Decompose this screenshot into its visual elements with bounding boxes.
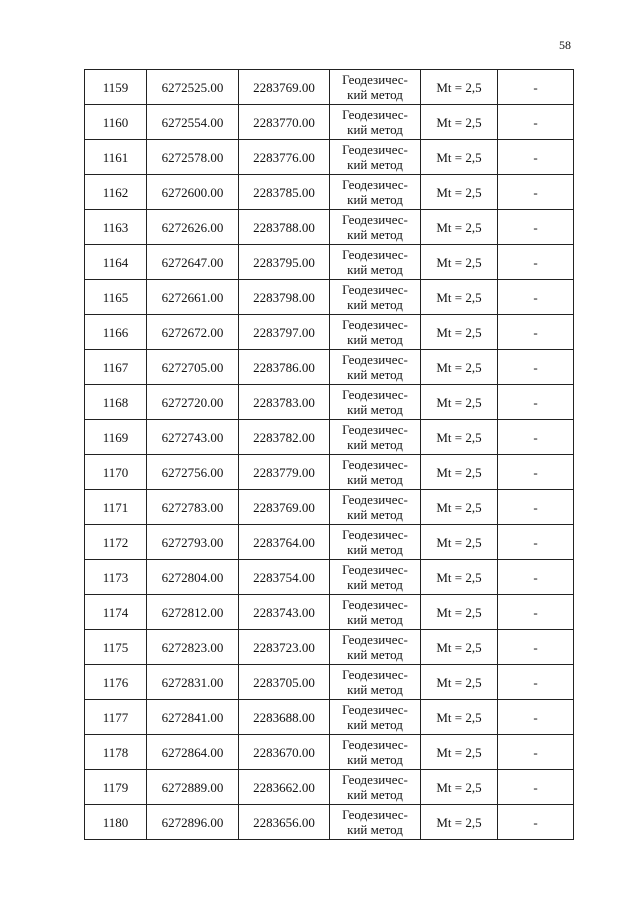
table-row: [85, 700, 574, 735]
method-cell: [330, 525, 421, 560]
note-cell: -: [498, 630, 574, 665]
method-text-line: Геодезичес-: [342, 492, 408, 507]
note-cell: -: [498, 805, 574, 840]
method-text-line: Геодезичес-: [342, 772, 408, 787]
method-cell: [330, 280, 421, 315]
method-text-line: Геодезичес-: [342, 807, 408, 822]
note-cell: -: [498, 455, 574, 490]
note-cell: -: [498, 70, 574, 105]
point-number-cell: 1160: [85, 105, 147, 140]
point-number-cell: 1178: [85, 735, 147, 770]
x-coordinate-cell: 6272626.00: [147, 210, 239, 245]
table-row: [85, 560, 574, 595]
accuracy-cell: Mt = 2,5: [421, 210, 498, 245]
method-cell: [330, 140, 421, 175]
y-coordinate-cell: 2283788.00: [239, 210, 330, 245]
method-text-line: кий метод: [347, 577, 403, 592]
method-text-line: кий метод: [347, 437, 403, 452]
method-text-line: Геодезичес-: [342, 562, 408, 577]
x-coordinate-cell: 6272525.00: [147, 70, 239, 105]
accuracy-cell: Mt = 2,5: [421, 315, 498, 350]
point-number-cell: 1163: [85, 210, 147, 245]
method-cell: [330, 70, 421, 105]
note-cell: -: [498, 560, 574, 595]
method-text-line: кий метод: [347, 122, 403, 137]
x-coordinate-cell: 6272823.00: [147, 630, 239, 665]
y-coordinate-cell: 2283782.00: [239, 420, 330, 455]
y-coordinate-cell: 2283743.00: [239, 595, 330, 630]
method-cell: [330, 735, 421, 770]
table-row: [85, 455, 574, 490]
point-number-cell: 1169: [85, 420, 147, 455]
method-text-line: кий метод: [347, 227, 403, 242]
point-number-cell: 1167: [85, 350, 147, 385]
table-row: [85, 280, 574, 315]
method-text-line: Геодезичес-: [342, 212, 408, 227]
accuracy-cell: Mt = 2,5: [421, 385, 498, 420]
note-cell: -: [498, 770, 574, 805]
x-coordinate-cell: 6272600.00: [147, 175, 239, 210]
accuracy-cell: Mt = 2,5: [421, 805, 498, 840]
note-cell: -: [498, 525, 574, 560]
table-row: [85, 105, 574, 140]
method-cell: [330, 630, 421, 665]
note-cell: -: [498, 700, 574, 735]
accuracy-cell: Mt = 2,5: [421, 350, 498, 385]
method-text-line: кий метод: [347, 647, 403, 662]
method-text-line: кий метод: [347, 192, 403, 207]
method-cell: [330, 315, 421, 350]
note-cell: -: [498, 350, 574, 385]
x-coordinate-cell: 6272705.00: [147, 350, 239, 385]
x-coordinate-cell: 6272831.00: [147, 665, 239, 700]
note-cell: -: [498, 665, 574, 700]
method-cell: [330, 455, 421, 490]
x-coordinate-cell: 6272743.00: [147, 420, 239, 455]
point-number-cell: 1161: [85, 140, 147, 175]
y-coordinate-cell: 2283769.00: [239, 490, 330, 525]
accuracy-cell: Mt = 2,5: [421, 70, 498, 105]
coordinates-table-body: [85, 70, 574, 840]
y-coordinate-cell: 2283705.00: [239, 665, 330, 700]
point-number-cell: 1162: [85, 175, 147, 210]
table-row: [85, 315, 574, 350]
point-number-cell: 1180: [85, 805, 147, 840]
method-text-line: Геодезичес-: [342, 737, 408, 752]
table-row: [85, 665, 574, 700]
method-text-line: кий метод: [347, 752, 403, 767]
method-text-line: Геодезичес-: [342, 72, 408, 87]
table-row: [85, 805, 574, 840]
method-text-line: Геодезичес-: [342, 527, 408, 542]
x-coordinate-cell: 6272812.00: [147, 595, 239, 630]
point-number-cell: 1165: [85, 280, 147, 315]
y-coordinate-cell: 2283769.00: [239, 70, 330, 105]
method-cell: [330, 245, 421, 280]
table-row: [85, 175, 574, 210]
method-cell: [330, 805, 421, 840]
note-cell: -: [498, 105, 574, 140]
x-coordinate-cell: 6272720.00: [147, 385, 239, 420]
accuracy-cell: Mt = 2,5: [421, 140, 498, 175]
method-text-line: Геодезичес-: [342, 667, 408, 682]
note-cell: -: [498, 140, 574, 175]
method-text-line: Геодезичес-: [342, 387, 408, 402]
point-number-cell: 1168: [85, 385, 147, 420]
table-row: [85, 770, 574, 805]
accuracy-cell: Mt = 2,5: [421, 280, 498, 315]
method-text-line: Геодезичес-: [342, 142, 408, 157]
method-cell: [330, 175, 421, 210]
method-text-line: Геодезичес-: [342, 177, 408, 192]
x-coordinate-cell: 6272804.00: [147, 560, 239, 595]
method-text-line: Геодезичес-: [342, 457, 408, 472]
y-coordinate-cell: 2283785.00: [239, 175, 330, 210]
y-coordinate-cell: 2283798.00: [239, 280, 330, 315]
method-text-line: кий метод: [347, 717, 403, 732]
point-number-cell: 1176: [85, 665, 147, 700]
note-cell: -: [498, 490, 574, 525]
method-text-line: Геодезичес-: [342, 247, 408, 262]
x-coordinate-cell: 6272783.00: [147, 490, 239, 525]
accuracy-cell: Mt = 2,5: [421, 560, 498, 595]
note-cell: -: [498, 175, 574, 210]
method-text-line: кий метод: [347, 157, 403, 172]
method-text-line: кий метод: [347, 367, 403, 382]
y-coordinate-cell: 2283770.00: [239, 105, 330, 140]
page-number: 58: [559, 38, 571, 52]
note-cell: -: [498, 385, 574, 420]
method-text-line: кий метод: [347, 822, 403, 837]
point-number-cell: 1164: [85, 245, 147, 280]
method-cell: [330, 665, 421, 700]
y-coordinate-cell: 2283797.00: [239, 315, 330, 350]
point-number-cell: 1159: [85, 70, 147, 105]
method-text-line: Геодезичес-: [342, 107, 408, 122]
point-number-cell: 1170: [85, 455, 147, 490]
method-cell: [330, 105, 421, 140]
method-text-line: Геодезичес-: [342, 352, 408, 367]
x-coordinate-cell: 6272864.00: [147, 735, 239, 770]
method-cell: [330, 490, 421, 525]
method-text-line: кий метод: [347, 87, 403, 102]
y-coordinate-cell: 2283754.00: [239, 560, 330, 595]
method-text-line: Геодезичес-: [342, 282, 408, 297]
accuracy-cell: Mt = 2,5: [421, 105, 498, 140]
y-coordinate-cell: 2283783.00: [239, 385, 330, 420]
method-text-line: кий метод: [347, 472, 403, 487]
table-row: [85, 490, 574, 525]
point-number-cell: 1172: [85, 525, 147, 560]
method-text-line: Геодезичес-: [342, 317, 408, 332]
method-cell: [330, 385, 421, 420]
note-cell: -: [498, 315, 574, 350]
x-coordinate-cell: 6272647.00: [147, 245, 239, 280]
method-text-line: кий метод: [347, 297, 403, 312]
point-number-cell: 1166: [85, 315, 147, 350]
method-text-line: кий метод: [347, 332, 403, 347]
table-row: [85, 210, 574, 245]
method-text-line: кий метод: [347, 787, 403, 802]
accuracy-cell: Mt = 2,5: [421, 735, 498, 770]
table-row: [85, 595, 574, 630]
method-cell: [330, 700, 421, 735]
table-row: [85, 140, 574, 175]
accuracy-cell: Mt = 2,5: [421, 700, 498, 735]
x-coordinate-cell: 6272578.00: [147, 140, 239, 175]
method-text-line: кий метод: [347, 507, 403, 522]
method-cell: [330, 420, 421, 455]
x-coordinate-cell: 6272661.00: [147, 280, 239, 315]
x-coordinate-cell: 6272889.00: [147, 770, 239, 805]
accuracy-cell: Mt = 2,5: [421, 455, 498, 490]
y-coordinate-cell: 2283776.00: [239, 140, 330, 175]
point-number-cell: 1174: [85, 595, 147, 630]
y-coordinate-cell: 2283779.00: [239, 455, 330, 490]
method-text-line: кий метод: [347, 682, 403, 697]
coordinates-table: [84, 69, 574, 840]
method-text-line: кий метод: [347, 542, 403, 557]
y-coordinate-cell: 2283670.00: [239, 735, 330, 770]
x-coordinate-cell: 6272896.00: [147, 805, 239, 840]
point-number-cell: 1173: [85, 560, 147, 595]
point-number-cell: 1179: [85, 770, 147, 805]
table-row: [85, 420, 574, 455]
table-row: [85, 245, 574, 280]
method-text-line: Геодезичес-: [342, 702, 408, 717]
accuracy-cell: Mt = 2,5: [421, 770, 498, 805]
method-cell: [330, 595, 421, 630]
x-coordinate-cell: 6272841.00: [147, 700, 239, 735]
accuracy-cell: Mt = 2,5: [421, 525, 498, 560]
table-row: [85, 70, 574, 105]
method-text-line: кий метод: [347, 402, 403, 417]
accuracy-cell: Mt = 2,5: [421, 595, 498, 630]
note-cell: -: [498, 735, 574, 770]
y-coordinate-cell: 2283795.00: [239, 245, 330, 280]
y-coordinate-cell: 2283656.00: [239, 805, 330, 840]
x-coordinate-cell: 6272756.00: [147, 455, 239, 490]
method-text-line: Геодезичес-: [342, 422, 408, 437]
y-coordinate-cell: 2283764.00: [239, 525, 330, 560]
y-coordinate-cell: 2283723.00: [239, 630, 330, 665]
x-coordinate-cell: 6272672.00: [147, 315, 239, 350]
table-row: [85, 525, 574, 560]
point-number-cell: 1175: [85, 630, 147, 665]
method-cell: [330, 770, 421, 805]
table-row: [85, 385, 574, 420]
y-coordinate-cell: 2283688.00: [239, 700, 330, 735]
accuracy-cell: Mt = 2,5: [421, 665, 498, 700]
accuracy-cell: Mt = 2,5: [421, 175, 498, 210]
note-cell: -: [498, 420, 574, 455]
note-cell: -: [498, 210, 574, 245]
accuracy-cell: Mt = 2,5: [421, 420, 498, 455]
method-text-line: кий метод: [347, 612, 403, 627]
y-coordinate-cell: 2283786.00: [239, 350, 330, 385]
x-coordinate-cell: 6272793.00: [147, 525, 239, 560]
accuracy-cell: Mt = 2,5: [421, 245, 498, 280]
accuracy-cell: Mt = 2,5: [421, 630, 498, 665]
table-row: [85, 630, 574, 665]
note-cell: -: [498, 280, 574, 315]
y-coordinate-cell: 2283662.00: [239, 770, 330, 805]
accuracy-cell: Mt = 2,5: [421, 490, 498, 525]
table-row: [85, 735, 574, 770]
point-number-cell: 1171: [85, 490, 147, 525]
point-number-cell: 1177: [85, 700, 147, 735]
table-row: [85, 350, 574, 385]
note-cell: -: [498, 595, 574, 630]
method-cell: [330, 350, 421, 385]
x-coordinate-cell: 6272554.00: [147, 105, 239, 140]
method-text-line: Геодезичес-: [342, 632, 408, 647]
method-cell: [330, 210, 421, 245]
method-text-line: Геодезичес-: [342, 597, 408, 612]
method-text-line: кий метод: [347, 262, 403, 277]
method-cell: [330, 560, 421, 595]
note-cell: -: [498, 245, 574, 280]
